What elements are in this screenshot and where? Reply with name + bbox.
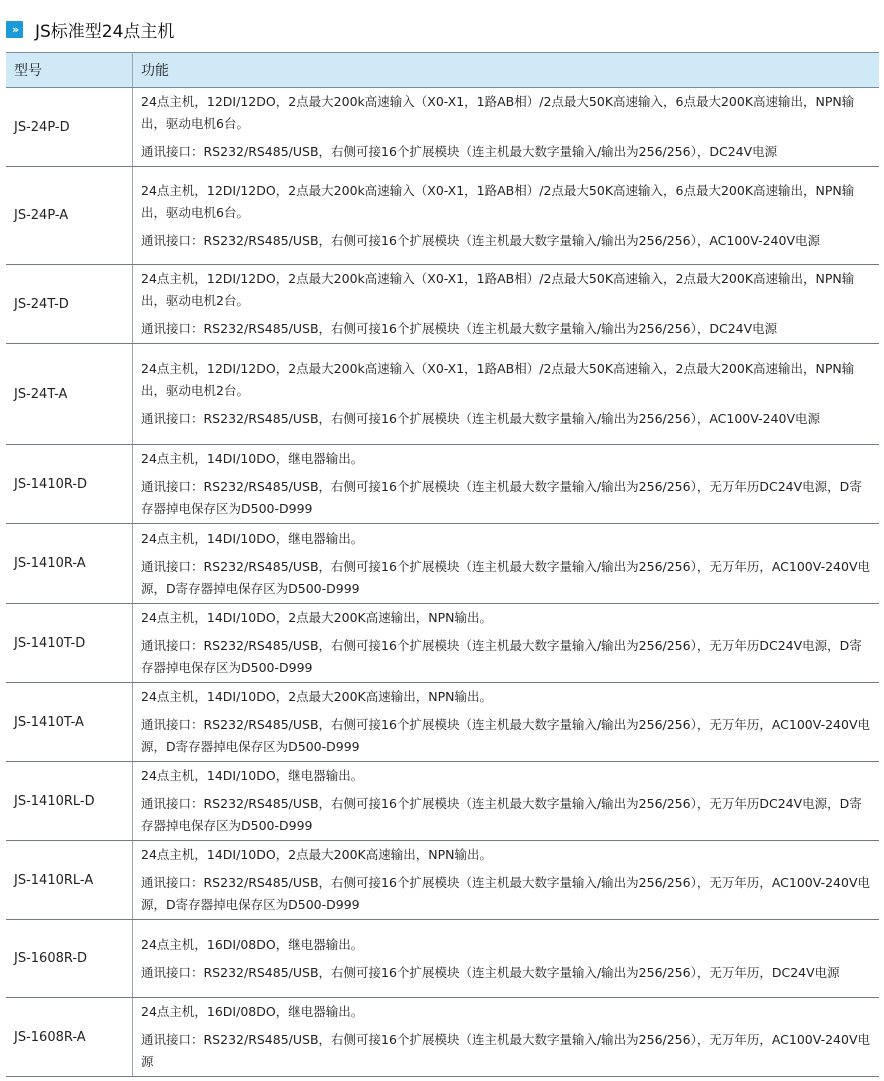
communication-description: 通讯接口：RS232/RS485/USB，右侧可接16个扩展模块（连主机最大数字量输入/输出为256/256），DC24V电源 [141, 321, 778, 336]
model-cell: JS-1410T-A [6, 683, 133, 762]
model-cell: JS-24P-D [6, 88, 133, 167]
table-row [6, 524, 879, 604]
function-cell [133, 683, 880, 762]
table-row [6, 841, 879, 920]
function-cell [133, 524, 880, 604]
table-row [6, 88, 879, 167]
function-description: 24点主机，12DI/12DO，2点最大200k高速输入（X0-X1，1路AB相）/2点最大50K高速输入，2点最大200K高速输出，NPN输出，驱动电机2台。 [141, 271, 855, 308]
model-cell: JS-24P-A [6, 167, 133, 265]
communication-description: 通讯接口：RS232/RS485/USB，右侧可接16个扩展模块（连主机最大数字量输入/输出为256/256），无万年历DC24V电源，D寄存器掉电保存区为D500-D999 [141, 479, 862, 516]
table-row [6, 344, 879, 445]
function-cell [133, 167, 880, 265]
function-description: 24点主机，14DI/10DO，2点最大200K高速输出，NPN输出。 [141, 847, 492, 862]
communication-description: 通讯接口：RS232/RS485/USB，右侧可接16个扩展模块（连主机最大数字量输入/输出为256/256），DC24V电源 [141, 144, 778, 159]
function-cell [133, 920, 880, 998]
communication-description: 通讯接口：RS232/RS485/USB，右侧可接16个扩展模块（连主机最大数字量输入/输出为256/256），AC100V-240V电源 [141, 232, 820, 248]
communication-description: 通讯接口：RS232/RS485/USB，右侧可接16个扩展模块（连主机最大数字量输入/输出为256/256），无万年历，AC100V-240V电源，D寄存器掉电保存区为D500-D999 [141, 875, 870, 912]
model-cell: JS-1410R-D [6, 445, 133, 524]
function-description: 24点主机，16DI/08DO，继电器输出。 [141, 936, 364, 952]
table-row [6, 167, 879, 265]
function-description: 24点主机，12DI/12DO，2点最大200k高速输入（X0-X1，1路AB相）/2点最大50K高速输入，6点最大200K高速输出，NPN输出，驱动电机6台。 [141, 182, 855, 220]
table-header-row [6, 53, 879, 88]
function-cell [133, 841, 880, 920]
table-row [6, 683, 879, 762]
model-cell: JS-24T-A [6, 344, 133, 445]
function-cell [133, 265, 880, 344]
table-row [6, 762, 879, 841]
function-cell [133, 88, 880, 167]
function-description: 24点主机，14DI/10DO，继电器输出。 [141, 768, 364, 783]
column-header-function: 功能 [133, 53, 880, 88]
model-cell: JS-24T-D [6, 265, 133, 344]
column-header-model: 型号 [6, 53, 133, 88]
function-description: 24点主机，14DI/10DO，2点最大200K高速输出，NPN输出。 [141, 610, 492, 625]
communication-description: 通讯接口：RS232/RS485/USB，右侧可接16个扩展模块（连主机最大数字量输入/输出为256/256），无万年历，AC100V-240V电源，D寄存器掉电保存区为D500-D999 [141, 717, 870, 754]
model-cell: JS-1410RL-D [6, 762, 133, 841]
function-description: 24点主机，12DI/12DO，2点最大200k高速输入（X0-X1，1路AB相）/2点最大50K高速输入，6点最大200K高速输出，NPN输出，驱动电机6台。 [141, 94, 855, 131]
function-cell [133, 344, 880, 445]
function-cell [133, 445, 880, 524]
model-spec-table [6, 52, 879, 1077]
communication-description: 通讯接口：RS232/RS485/USB，右侧可接16个扩展模块（连主机最大数字量输入/输出为256/256），AC100V-240V电源 [141, 411, 820, 426]
function-description: 24点主机，14DI/10DO，2点最大200K高速输出，NPN输出。 [141, 689, 492, 704]
double-chevron-right-icon: » [6, 21, 23, 38]
communication-description: 通讯接口：RS232/RS485/USB，右侧可接16个扩展模块（连主机最大数字量输入/输出为256/256），无万年历，DC24V电源 [141, 964, 840, 980]
function-description: 24点主机，14DI/10DO，继电器输出。 [141, 451, 364, 466]
function-cell [133, 998, 880, 1077]
communication-description: 通讯接口：RS232/RS485/USB，右侧可接16个扩展模块（连主机最大数字量输入/输出为256/256），无万年历DC24V电源，D寄存器掉电保存区为D500-D999 [141, 638, 862, 675]
communication-description: 通讯接口：RS232/RS485/USB，右侧可接16个扩展模块（连主机最大数字量输入/输出为256/256），无万年历，AC100V-240V电源，D寄存器掉电保存区为D500-D999 [141, 558, 870, 596]
function-cell [133, 762, 880, 841]
table-row [6, 998, 879, 1077]
table-row [6, 920, 879, 998]
communication-description: 通讯接口：RS232/RS485/USB，右侧可接16个扩展模块（连主机最大数字量输入/输出为256/256），无万年历，AC100V-240V电源 [141, 1032, 870, 1069]
model-cell: JS-1410RL-A [6, 841, 133, 920]
table-row [6, 265, 879, 344]
table-row [6, 445, 879, 524]
table-body [6, 88, 879, 1077]
function-description: 24点主机，12DI/12DO，2点最大200k高速输入（X0-X1，1路AB相）/2点最大50K高速输入，2点最大200K高速输出，NPN输出，驱动电机2台。 [141, 361, 855, 398]
model-cell: JS-1608R-D [6, 920, 133, 998]
function-description: 24点主机，14DI/10DO，继电器输出。 [141, 530, 364, 546]
section-header [6, 14, 174, 44]
function-description: 24点主机，16DI/08DO，继电器输出。 [141, 1004, 364, 1019]
communication-description: 通讯接口：RS232/RS485/USB，右侧可接16个扩展模块（连主机最大数字量输入/输出为256/256），无万年历DC24V电源，D寄存器掉电保存区为D500-D999 [141, 796, 862, 833]
section-title: JS标准型24点主机 [35, 21, 175, 42]
model-cell: JS-1608R-A [6, 998, 133, 1077]
model-cell: JS-1410T-D [6, 604, 133, 683]
model-cell: JS-1410R-A [6, 524, 133, 604]
function-cell [133, 604, 880, 683]
table-row [6, 604, 879, 683]
